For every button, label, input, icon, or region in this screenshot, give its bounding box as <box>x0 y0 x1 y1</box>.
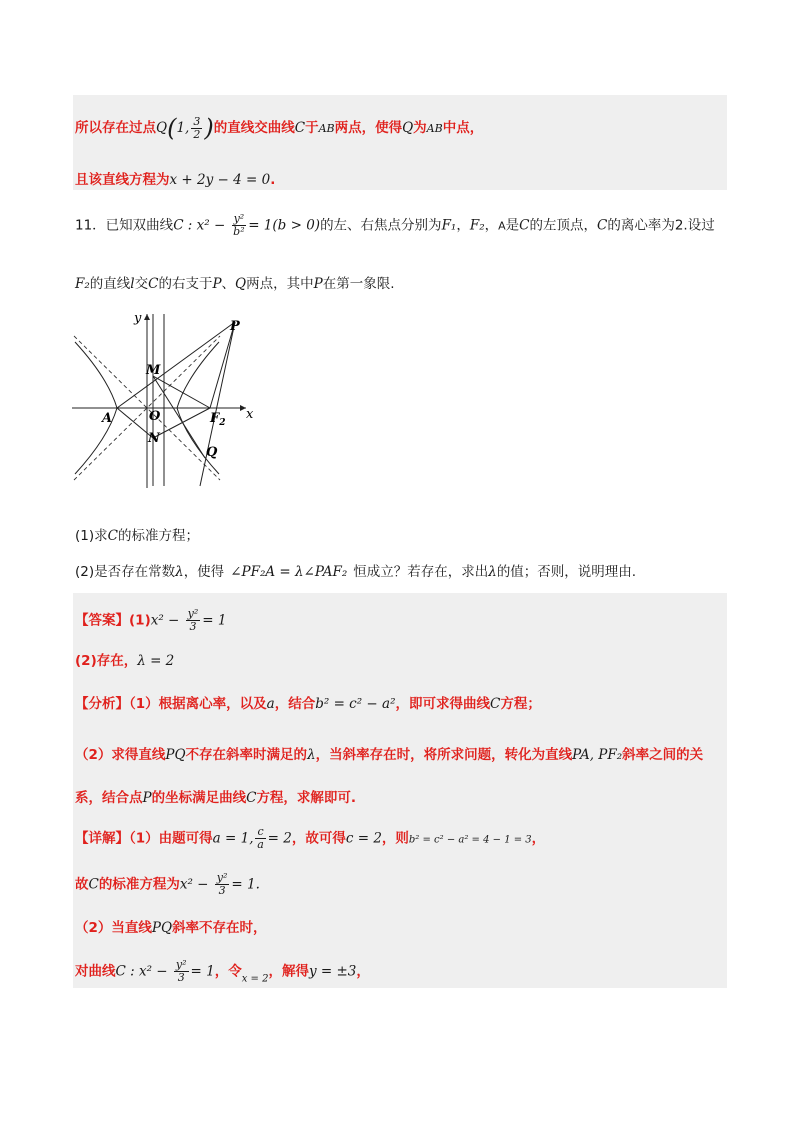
line-mf2 <box>153 376 210 408</box>
analysis-line2 <box>75 743 703 763</box>
frac-num: y² <box>233 212 245 225</box>
question-2 <box>75 560 636 580</box>
text: ， <box>456 217 470 234</box>
detail-frac <box>255 826 265 851</box>
frac-num: c <box>257 825 264 838</box>
text: 是 <box>505 217 520 234</box>
text: ，解得 <box>268 963 309 980</box>
label-y: y <box>134 311 142 326</box>
f2-sub: 2 <box>219 418 226 428</box>
expr: PA, PF₂ <box>572 747 623 763</box>
var-q: Q <box>402 120 414 136</box>
curve-frac <box>232 213 247 238</box>
frac-num: y² <box>216 871 228 884</box>
text: 故 <box>75 876 89 893</box>
problem-line2 <box>75 272 395 292</box>
frac-den: 2 <box>193 127 201 141</box>
paren-close: ) <box>204 114 214 142</box>
answer-line2 <box>75 649 174 669</box>
var-f1: F₁ <box>441 217 457 234</box>
text: ， <box>531 830 546 847</box>
problem-line1 <box>75 213 715 238</box>
text: 的标准方程为 <box>98 876 180 893</box>
block1-line1 <box>75 114 483 142</box>
expr: C : x² − <box>115 963 172 980</box>
answer-frac <box>186 608 201 633</box>
var-c: C <box>107 528 118 544</box>
text: (1)求 <box>75 528 108 544</box>
text: 的直线交曲线 <box>213 120 295 136</box>
text: . <box>270 172 276 188</box>
var-pq: PQ <box>165 747 186 763</box>
detail-line3 <box>75 916 267 936</box>
text: 恒成立？若存在，求出 <box>353 564 489 580</box>
expr: = 1 <box>202 612 227 629</box>
frac-den: 3 <box>177 971 185 984</box>
text: 对曲线 <box>75 963 116 980</box>
frac-den: a <box>257 838 264 851</box>
expr: b² = c² − a² <box>315 696 396 712</box>
expr: c = 2 <box>345 830 382 847</box>
var-c: C <box>294 120 306 136</box>
var-c: C <box>88 876 99 893</box>
text: 的值；否则，说明理由. <box>496 564 637 580</box>
curve-def: C : x² − <box>173 217 230 234</box>
line-nf2 <box>153 408 210 438</box>
var-p: P <box>212 276 222 292</box>
expr: = 2 <box>267 830 292 847</box>
var-lambda: λ <box>175 564 184 580</box>
text: 为 <box>413 120 427 136</box>
text: ，结合 <box>274 696 316 712</box>
label-x: x <box>246 407 254 422</box>
var-f2: F₂ <box>469 217 485 234</box>
frac-den: 3 <box>218 884 226 897</box>
text: 的右支于 <box>158 276 213 292</box>
text: (2)是否存在常数 <box>75 564 176 580</box>
frac-num: 3 <box>193 114 201 128</box>
analysis-line3 <box>75 786 356 806</box>
text: ，使得 <box>183 564 225 580</box>
question-1 <box>75 524 199 544</box>
text: （1）根据离心率，以及 <box>129 696 267 712</box>
detail-line4 <box>75 959 370 985</box>
line-pf2 <box>210 322 235 408</box>
frac-den: b² <box>233 225 245 238</box>
text: ，即可求得曲线 <box>395 696 490 712</box>
var-c: C <box>148 276 159 292</box>
coord-frac <box>191 116 202 141</box>
var-ab: AB <box>318 122 335 135</box>
text: 不存在斜率时满足的 <box>185 747 308 763</box>
text: 中点， <box>442 120 484 136</box>
frac-num: y² <box>175 958 187 971</box>
text: 斜率不存在时， <box>172 920 267 936</box>
text: 的左顶点， <box>529 217 597 234</box>
angle-expr: ∠PF₂A = λ∠PAF₂ <box>230 564 348 580</box>
hyperbola-figure <box>70 308 270 490</box>
text: 的坐标满足曲线 <box>151 790 247 806</box>
label-m: M <box>146 363 161 378</box>
text: ，则 <box>381 830 409 847</box>
text: 、 <box>221 276 236 292</box>
var-c: C <box>490 696 501 712</box>
text: （2）当直线 <box>75 920 152 936</box>
expr: y = ±3 <box>308 963 357 980</box>
analysis-tag: 【分析】 <box>75 696 129 712</box>
var-c: C <box>597 217 608 234</box>
frac-num: y² <box>187 607 199 620</box>
text: （1）由题可得 <box>129 830 213 847</box>
text: ，当斜率存在时，将所求问题，转化为直线 <box>315 747 573 763</box>
text: 于 <box>305 120 319 136</box>
text: （2）求得直线 <box>75 747 166 763</box>
label-n: N <box>148 431 160 446</box>
label-q: Q <box>206 445 218 460</box>
text: 两点，其中 <box>246 276 314 292</box>
point-q: Q <box>156 120 168 136</box>
text: ，故可得 <box>291 830 346 847</box>
text: 的离心率为2.设过 <box>607 217 715 234</box>
label-o: O <box>149 409 161 424</box>
text: (2)存在， <box>75 653 138 669</box>
line-ap <box>117 322 235 408</box>
line-pq <box>200 322 235 486</box>
var-a: A <box>498 219 506 233</box>
analysis-line1 <box>75 692 541 712</box>
line-mq <box>153 376 205 458</box>
problem-number: 11．已知双曲线 <box>75 217 174 234</box>
expr: b² = c² − a² = 4 − 1 = 3 <box>408 834 532 846</box>
paren-open: ( <box>167 114 177 142</box>
var-c: C <box>519 217 530 234</box>
text: 所以存在过点 <box>75 120 156 136</box>
text: 方程； <box>500 696 541 712</box>
text: ， <box>356 963 370 980</box>
var-a: a <box>266 696 275 712</box>
detail-line2 <box>75 872 260 897</box>
detail-frac <box>174 959 189 984</box>
var-p: P <box>142 790 152 806</box>
text: 的标准方程； <box>117 528 199 544</box>
expr: x² − <box>179 876 213 893</box>
var-q: Q <box>235 276 247 292</box>
expr: x = 2 <box>241 973 269 985</box>
detail-line1 <box>75 826 545 851</box>
coord-one: 1, <box>176 120 190 136</box>
var-lambda: λ <box>488 564 497 580</box>
expr: = 1. <box>231 876 260 893</box>
var-ab: AB <box>426 122 443 135</box>
text: 系，结合点 <box>75 790 143 806</box>
answer-line1 <box>75 608 226 633</box>
var-p: P <box>313 276 323 292</box>
text: 交 <box>134 276 149 292</box>
var-lambda: λ <box>307 747 316 763</box>
expr: = 1 <box>190 963 215 980</box>
block1-line2 <box>75 168 275 188</box>
text: 且该直线方程为 <box>75 172 170 188</box>
curve-def: = 1(b > 0) <box>248 217 321 234</box>
line-equation: x + 2y − 4 = 0 <box>169 172 271 188</box>
detail-frac <box>215 872 230 897</box>
text: 方程，求解即可. <box>256 790 357 806</box>
var-l: l <box>130 276 135 292</box>
label-f2 <box>209 411 226 428</box>
text: ，令 <box>214 963 242 980</box>
text: ， <box>484 217 499 234</box>
text: (1) <box>129 612 151 629</box>
text: 斜率之间的关 <box>622 747 704 763</box>
text: 两点，使得 <box>334 120 403 136</box>
label-a: A <box>102 411 113 426</box>
text: 在第一象限. <box>322 276 395 292</box>
f2-main: F <box>210 411 220 426</box>
expr: x² − <box>150 612 184 629</box>
var-f2: F₂ <box>75 276 90 292</box>
detail-tag: 【详解】 <box>75 830 129 847</box>
var-c: C <box>246 790 257 806</box>
expr: a = 1, <box>212 830 254 847</box>
expr: λ = 2 <box>137 653 175 669</box>
frac-den: 3 <box>189 620 197 633</box>
var-pq: PQ <box>151 920 173 936</box>
text: 的左、右焦点分别为 <box>320 217 442 234</box>
label-p: P <box>230 319 240 334</box>
text: 的直线 <box>89 276 131 292</box>
answer-tag: 【答案】 <box>75 612 129 629</box>
